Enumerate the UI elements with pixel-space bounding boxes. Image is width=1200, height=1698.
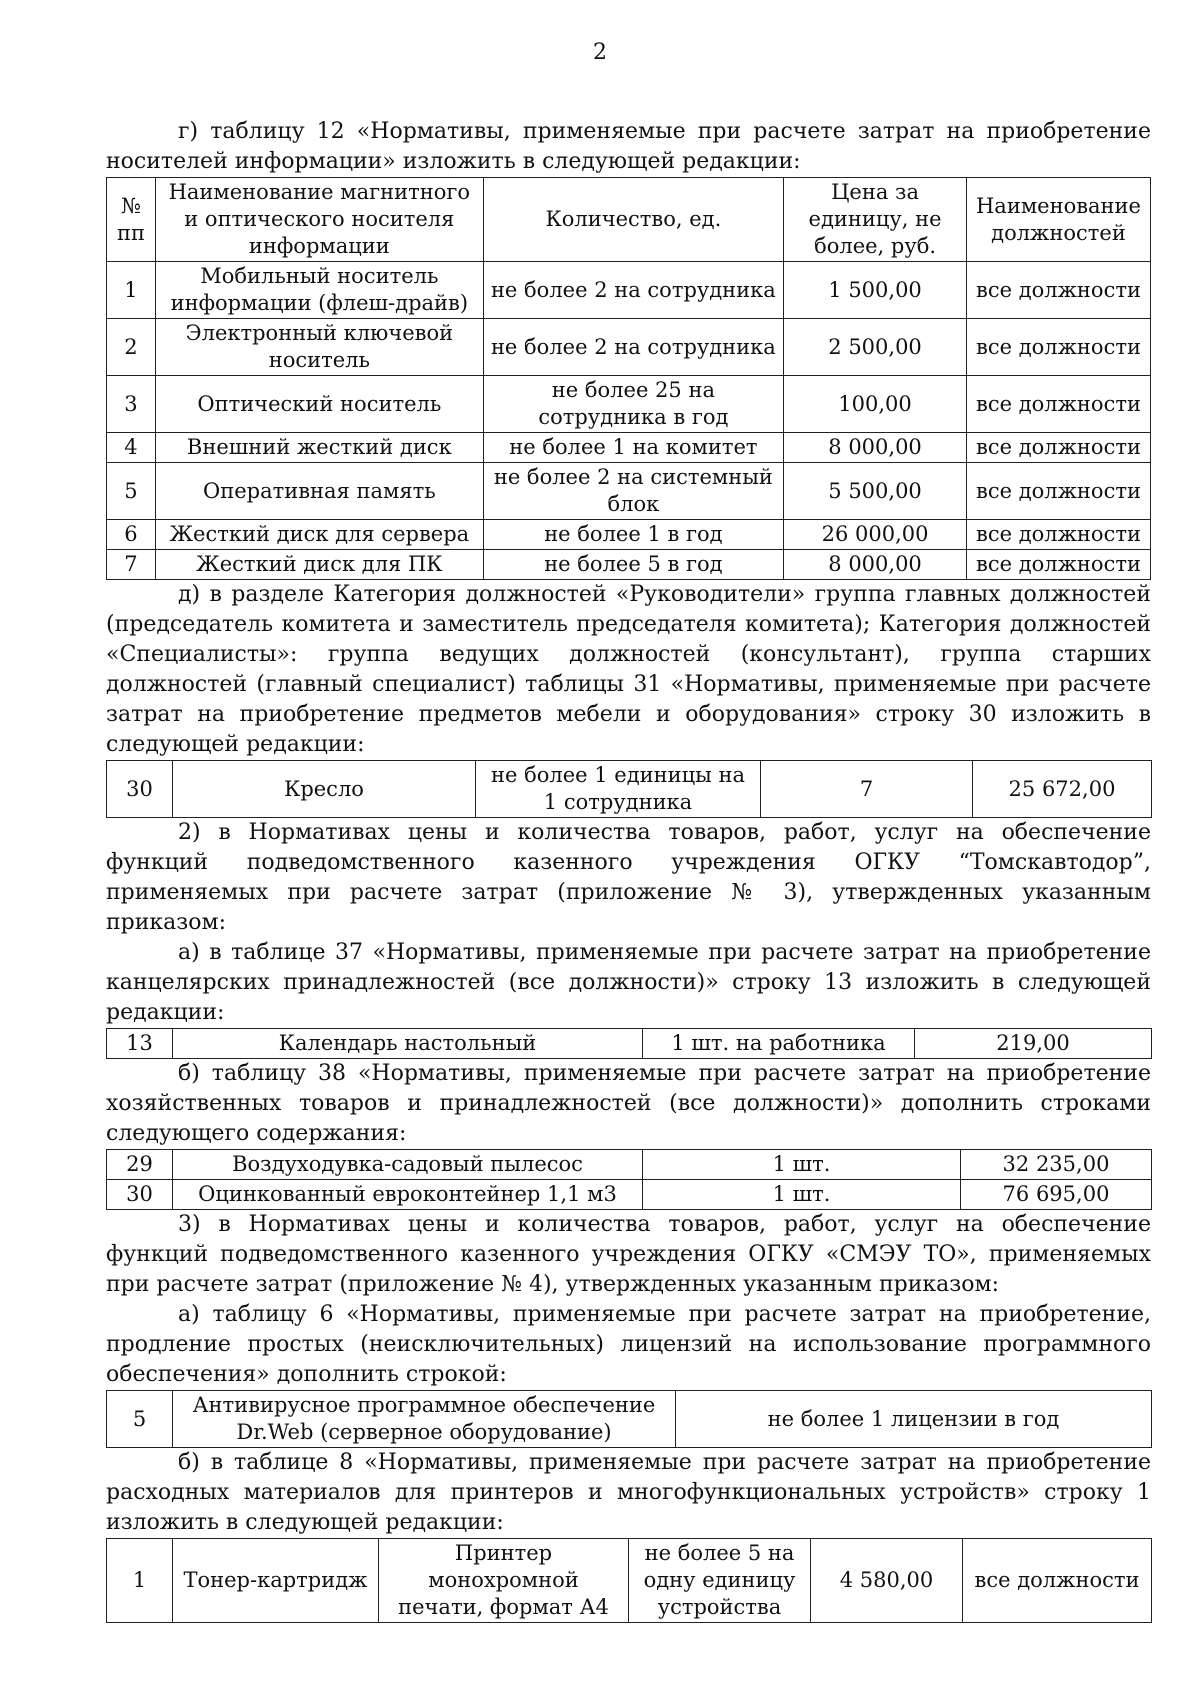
table-38-rows [106,1149,1152,1210]
table-cell: 1 шт. на работника [643,1029,915,1059]
table-cell: Внешний жесткий диск [155,433,483,463]
table-cell: 5 [107,1391,173,1448]
paragraph-2b: б) таблицу 38 «Нормативы, применяемые при расчете затрат на приобретение хозяйственных товаров и принадлежностей (все должности)» дополнить строками следующего содержания: [106,1061,1151,1146]
table-cell: 76 695,00 [961,1180,1152,1210]
table-6-row [106,1390,1152,1448]
table-row [107,761,1152,818]
table-cell: 2 500,00 [784,319,967,376]
table-cell: все должности [966,463,1150,520]
table-row [107,433,1151,463]
table-cell: Календарь настольный [173,1029,643,1059]
table-cell: Мобильный носитель информации (флеш-драйв) [155,262,483,319]
table-cell: 4 [107,433,156,463]
table-row [107,376,1151,433]
paragraph-2a: а) в таблице 37 «Нормативы, применяемые при расчете затрат на приобретение канцелярских принадлежностей (все должности)» строку 13 изложить в следующей редакции: [106,940,1151,1025]
table-cell: Жесткий диск для сервера [155,520,483,550]
page-number: 2 [593,40,607,65]
table-cell: все должности [966,550,1150,580]
table-cell: все должности [966,376,1150,433]
table-row [107,262,1151,319]
table-cell: не более 25 на сотрудника в год [483,376,783,433]
paragraph-3: 3) в Нормативах цены и количества товаров, работ, услуг на обеспечение функций подведомственного казенного учреждения ОГКУ «СМЭУ ТО», применяемых при расчете затрат (приложение № 4), утвержденных указанным приказом: [106,1212,1151,1297]
table-cell: не более 5 на одну единицу устройства [629,1539,811,1623]
table-cell: 6 [107,520,156,550]
table-cell: не более 1 единицы на 1 сотрудника [476,761,761,818]
table-cell: Оперативная память [155,463,483,520]
table-cell: Принтер монохромной печати, формат А4 [379,1539,629,1623]
table-cell: Антивирусное программное обеспечение Dr.Web (серверное оборудование) [173,1391,676,1448]
table-cell: Воздуходувка-садовый пылесос [173,1150,643,1180]
table-cell: все должности [966,262,1150,319]
table-cell: 30 [107,761,173,818]
table-cell: 4 580,00 [811,1539,963,1623]
table-row [107,1180,1152,1210]
table-cell: не более 1 на комитет [483,433,783,463]
table-cell: 7 [761,761,973,818]
table-cell: все должности [963,1539,1152,1623]
table-cell: 219,00 [915,1029,1152,1059]
table-cell: не более 1 в год [483,520,783,550]
table-cell: Жесткий диск для ПК [155,550,483,580]
table-row [107,1150,1152,1180]
table-cell: 1 шт. [643,1180,961,1210]
table-cell: Оцинкованный евроконтейнер 1,1 м3 [173,1180,643,1210]
table-cell: Оптический носитель [155,376,483,433]
table-cell: все должности [966,520,1150,550]
table-cell: 1 [107,262,156,319]
table-cell: 1 500,00 [784,262,967,319]
table-cell: 1 [107,1539,173,1623]
table-cell: 30 [107,1180,173,1210]
header-cell: Наименование должностей [966,178,1150,262]
table-31-row [106,760,1152,818]
table-cell: 1 шт. [643,1150,961,1180]
table-row [107,520,1151,550]
paragraph-3b: б) в таблице 8 «Нормативы, применяемые при расчете затрат на приобретение расходных материалов для принтеров и многофункциональных устройств» строку 1 изложить в следующей редакции: [106,1450,1151,1535]
paragraph-2: 2) в Нормативах цены и количества товаров, работ, услуг на обеспечение функций подведомственного казенного учреждения ОГКУ “Томскавтодор”, применяемых при расчете затрат (приложение № 3), утвержденных указанным приказом: [106,820,1151,935]
table-cell: 8 000,00 [784,550,967,580]
table-cell: 25 672,00 [973,761,1152,818]
table-cell: 32 235,00 [961,1150,1152,1180]
table-12 [106,177,1151,580]
table-row [107,1539,1152,1623]
table-12-header [107,178,1151,262]
document-body [106,117,1151,1623]
header-cell: Цена за единицу, не более, руб. [784,178,967,262]
table-row [107,1029,1152,1059]
table-cell: Электронный ключевой носитель [155,319,483,376]
table-cell: не более 2 на сотрудника [483,262,783,319]
table-cell: все должности [966,433,1150,463]
table-row [107,319,1151,376]
table-cell: 3 [107,376,156,433]
header-cell: Количество, ед. [483,178,783,262]
table-cell: 7 [107,550,156,580]
paragraph-d: д) в разделе Категория должностей «Руководители» группа главных должностей (председатель комитета и заместитель председателя комитета); Категория должностей «Специалисты»: группа ведущих должностей (консультант), группа старших должностей (главный специалист) таблицы 31 «Нормативы, применяемые при расчете затрат на приобретение предметов мебели и оборудования» строку 30 изложить в следующей редакции: [106,582,1151,757]
table-cell: 100,00 [784,376,967,433]
table-row [107,1391,1152,1448]
table-cell: Тонер-картридж [173,1539,379,1623]
table-cell: Кресло [173,761,476,818]
table-cell: все должности [966,319,1150,376]
table-37-row [106,1028,1152,1059]
table-cell: 5 500,00 [784,463,967,520]
paragraph-3a: а) таблицу 6 «Нормативы, применяемые при расчете затрат на приобретение, продление простых (неисключительных) лицензий на использование программного обеспечения» дополнить строкой: [106,1302,1151,1387]
table-cell: 5 [107,463,156,520]
table-cell: 2 [107,319,156,376]
table-cell: не более 2 на сотрудника [483,319,783,376]
table-cell: не более 2 на системный блок [483,463,783,520]
table-row [107,550,1151,580]
table-cell: 13 [107,1029,173,1059]
header-cell: № пп [107,178,156,262]
table-cell: не более 5 в год [483,550,783,580]
table-row [107,463,1151,520]
table-cell: 29 [107,1150,173,1180]
table-cell: 26 000,00 [784,520,967,550]
header-cell: Наименование магнитного и оптического носителя информации [155,178,483,262]
table-8-row [106,1538,1152,1623]
paragraph-g: г) таблицу 12 «Нормативы, применяемые при расчете затрат на приобретение носителей информации» изложить в следующей редакции: [106,119,1151,174]
table-cell: 8 000,00 [784,433,967,463]
table-cell: не более 1 лицензии в год [676,1391,1152,1448]
